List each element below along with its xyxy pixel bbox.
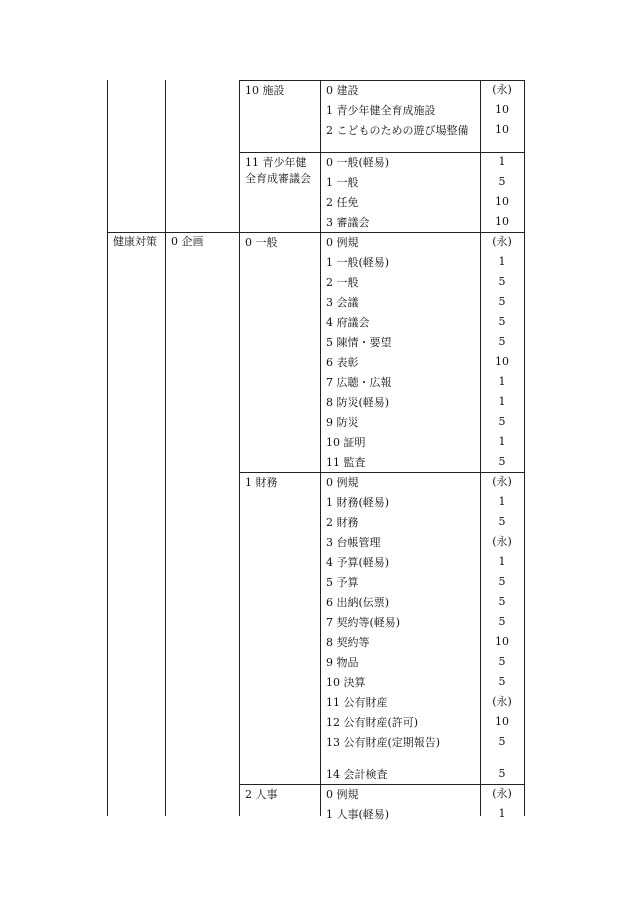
retention-period: (永): [492, 475, 512, 488]
record-item: 5 陳情・要望: [326, 336, 392, 349]
record-item: 10 証明: [326, 436, 366, 449]
retention-period: 5: [498, 735, 506, 748]
column-border: [239, 80, 240, 816]
retention-period: 1: [498, 435, 506, 448]
record-item: 0 例規: [326, 236, 359, 249]
row-border: [239, 80, 525, 81]
column-border: [524, 80, 525, 816]
retention-period: 1: [498, 375, 506, 388]
record-item: 1 一般(軽易): [326, 256, 390, 269]
record-item: 1 人事(軽易): [326, 808, 390, 821]
retention-period: 5: [498, 175, 506, 188]
record-item: 7 契約等(軽易): [326, 616, 401, 629]
record-item: 0 一般(軽易): [326, 156, 390, 169]
record-item: 13 公有財産(定期報告): [326, 736, 441, 749]
retention-period: 1: [498, 255, 506, 268]
retention-period: (永): [492, 83, 512, 96]
record-item: 1 財務(軽易): [326, 496, 390, 509]
retention-period: 5: [498, 655, 506, 668]
middle-category: 0 企画: [171, 235, 204, 248]
record-item: 2 任免: [326, 196, 359, 209]
retention-period: 1: [498, 155, 506, 168]
retention-period: 1: [498, 395, 506, 408]
record-item: 7 広聴・広報: [326, 376, 392, 389]
record-item: 3 台帳管理: [326, 536, 381, 549]
row-border: [239, 472, 525, 473]
record-item: 5 予算: [326, 576, 359, 589]
retention-period: 5: [498, 595, 506, 608]
record-item: 4 予算(軽易): [326, 556, 390, 569]
record-item: 6 出納(伝票): [326, 596, 390, 609]
retention-period: 10: [495, 123, 509, 136]
minor-category: 0 一般: [245, 236, 278, 249]
column-border: [480, 80, 481, 816]
retention-period: 5: [498, 575, 506, 588]
record-item: 8 契約等: [326, 636, 370, 649]
minor-category: 10 施設: [245, 84, 285, 97]
retention-period: 10: [495, 103, 509, 116]
retention-period: 5: [498, 415, 506, 428]
record-item: 6 表彰: [326, 356, 359, 369]
record-item: 4 府議会: [326, 316, 370, 329]
row-border: [107, 232, 525, 233]
retention-period: 5: [498, 615, 506, 628]
major-category: 健康対策: [113, 235, 157, 248]
retention-period: 1: [498, 555, 506, 568]
column-border: [107, 80, 108, 816]
retention-period: 10: [495, 195, 509, 208]
retention-period: 5: [498, 767, 506, 780]
retention-period: 5: [498, 455, 506, 468]
minor-category: 2 人事: [245, 788, 278, 801]
record-item: 12 公有財産(許可): [326, 716, 419, 729]
retention-period: 10: [495, 715, 509, 728]
column-border: [165, 80, 166, 816]
retention-period: 10: [495, 635, 509, 648]
record-item: 3 会議: [326, 296, 359, 309]
retention-period: (永): [492, 695, 512, 708]
retention-period: 5: [498, 295, 506, 308]
row-border: [239, 784, 525, 785]
minor-category: 11 青少年健全育成審議会: [245, 156, 311, 185]
retention-period: 5: [498, 335, 506, 348]
record-item: 0 例規: [326, 476, 359, 489]
column-border: [320, 80, 321, 816]
record-item: 2 一般: [326, 276, 359, 289]
retention-period: (永): [492, 535, 512, 548]
retention-period: (永): [492, 787, 512, 800]
record-item: 0 例規: [326, 788, 359, 801]
record-item: 14 会計検査: [326, 768, 388, 781]
retention-period: 10: [495, 355, 509, 368]
record-item: 1 一般: [326, 176, 359, 189]
retention-period: 5: [498, 275, 506, 288]
retention-period: 5: [498, 515, 506, 528]
record-item: 3 審議会: [326, 216, 370, 229]
retention-period: 5: [498, 315, 506, 328]
record-item: 1 青少年健全育成施設: [326, 104, 436, 117]
record-item: 0 建設: [326, 84, 359, 97]
record-item: 11 監査: [326, 456, 366, 469]
retention-period: 10: [495, 215, 509, 228]
retention-period: 1: [498, 495, 506, 508]
record-item: 10 決算: [326, 676, 366, 689]
record-item: 2 財務: [326, 516, 359, 529]
record-item: 2 こどものための遊び場整備: [326, 124, 469, 137]
record-item: 8 防災(軽易): [326, 396, 390, 409]
record-item: 11 公有財産: [326, 696, 388, 709]
row-border: [239, 152, 525, 153]
retention-period: 1: [498, 807, 506, 820]
retention-period: 5: [498, 675, 506, 688]
retention-period: (永): [492, 235, 512, 248]
minor-category: 1 財務: [245, 476, 278, 489]
record-item: 9 物品: [326, 656, 359, 669]
record-item: 9 防災: [326, 416, 359, 429]
